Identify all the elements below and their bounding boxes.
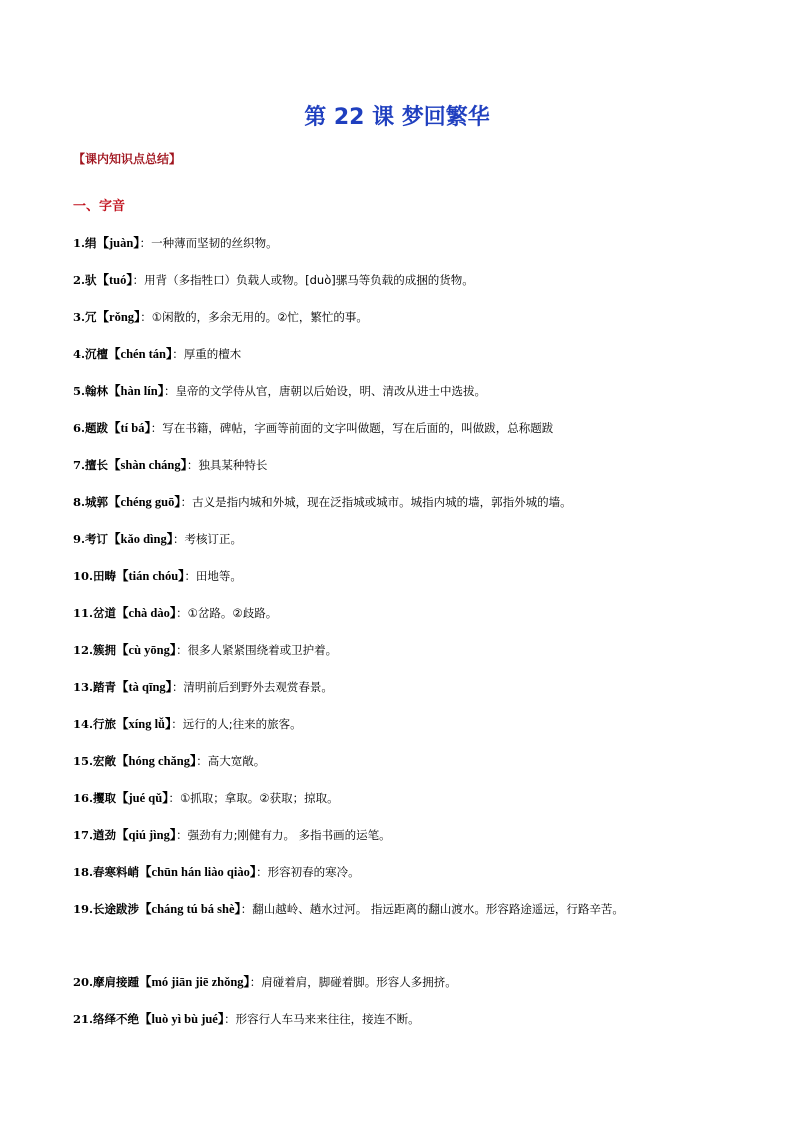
vocab-entry [73, 714, 753, 751]
entry-definition: ：皇帝的文学侍从官，唐朝以后始设，明、清改从进士中选拔。 [163, 384, 486, 398]
entry-definition: ：一种薄而坚韧的丝织物。 [139, 236, 278, 250]
vocabulary-list [73, 233, 753, 1046]
entry-pinyin: 【jué qǔ】 [116, 791, 169, 805]
entry-pinyin: 【juàn】 [96, 236, 140, 250]
entry-pinyin: 【luò yì bù jué】 [139, 1012, 225, 1026]
vocab-entry [73, 862, 753, 899]
entry-pinyin: 【chūn hán liào qiào】 [139, 865, 257, 879]
entry-pinyin: 【chéng guō】 [108, 495, 181, 509]
vocab-entry [73, 381, 753, 418]
entry-word: 17.遒劲 [73, 828, 117, 842]
entry-word: 9.考订 [73, 532, 109, 546]
entry-definition: ：①闲散的，多余无用的。②忙，繁忙的事。 [140, 310, 368, 324]
entry-word: 6.题跋 [73, 421, 109, 435]
entry-pinyin: 【xíng lǚ】 [116, 717, 172, 731]
entry-pinyin: 【tí bá】 [108, 421, 151, 435]
section-heading: 一、字音 [73, 199, 126, 214]
entry-definition: ：很多人紧紧围绕着或卫护着。 [176, 643, 338, 657]
entry-word: 1.绢 [73, 236, 97, 250]
entry-word: 13.踏青 [73, 680, 117, 694]
entry-word: 8.城郭 [73, 495, 109, 509]
entry-definition: ：高大宽敞。 [196, 754, 266, 768]
vocab-entry [73, 344, 753, 381]
vocab-entry [73, 603, 753, 640]
entry-pinyin: 【tián chóu】 [116, 569, 185, 583]
entry-pinyin: 【rǒng】 [96, 310, 141, 324]
entry-word: 7.擅长 [73, 458, 109, 472]
vocab-entry [73, 972, 753, 1009]
entry-word: 12.簇拥 [73, 643, 117, 657]
entry-pinyin: 【tà qīng】 [116, 680, 172, 694]
entry-pinyin: 【chén tán】 [108, 347, 173, 361]
vocab-entry [73, 899, 753, 972]
vocab-entry [73, 825, 753, 862]
entry-pinyin: 【cù yōng】 [116, 643, 177, 657]
entry-definition: ：古义是指内城和外城，现在泛指城或城市。城指内城的墙，郭指外城的墙。 [180, 495, 572, 509]
entry-definition: ：翻山越岭、趟水过河。 指远距离的翻山渡水。形容路途遥远，行路辛苦。 [240, 902, 624, 916]
entry-word: 20.摩肩接踵 [73, 975, 140, 989]
entry-word: 10.田畴 [73, 569, 117, 583]
entry-word: 2.驮 [73, 273, 97, 287]
vocab-entry [73, 270, 753, 307]
entry-word: 11.岔道 [73, 606, 117, 620]
entry-definition: ：独具某种特长 [186, 458, 268, 472]
section-label: 【课内知识点总结】 [73, 152, 182, 166]
vocab-entry [73, 566, 753, 603]
vocab-entry [73, 788, 753, 825]
entry-definition: ：形容行人车马来来往往，接连不断。 [224, 1012, 420, 1026]
entry-pinyin: 【hàn lín】 [108, 384, 164, 398]
entry-word: 15.宏敞 [73, 754, 117, 768]
vocab-entry [73, 455, 753, 492]
entry-definition: ：考核订正。 [172, 532, 242, 546]
vocab-entry [73, 307, 753, 344]
entry-definition: ：写在书籍，碑帖，字画等前面的文字叫做题，写在后面的，叫做跋，总称题跋 [150, 421, 554, 435]
entry-word: 21.络绎不绝 [73, 1012, 140, 1026]
entry-definition: ：用背（多指牲口）负载人或物。[duò]骡马等负载的成捆的货物。 [132, 273, 474, 287]
vocab-entry [73, 751, 753, 788]
entry-definition: ：肩碰着肩，脚碰着脚。形容人多拥挤。 [249, 975, 457, 989]
vocab-entry [73, 233, 753, 270]
vocab-entry [73, 677, 753, 714]
entry-pinyin: 【hóng chǎng】 [116, 754, 197, 768]
vocab-entry [73, 418, 753, 455]
entry-word: 19.长途跋涉 [73, 902, 140, 916]
vocab-entry [73, 1009, 753, 1046]
vocab-entry [73, 492, 753, 529]
entry-definition: ：①岔路。②歧路。 [176, 606, 278, 620]
entry-definition: ：形容初春的寒冷。 [256, 865, 360, 879]
entry-definition: ：①抓取；拿取。②获取；掠取。 [168, 791, 339, 805]
entry-definition: ：清明前后到野外去观赏春景。 [171, 680, 333, 694]
entry-word: 16.攫取 [73, 791, 117, 805]
entry-definition: ：田地等。 [184, 569, 242, 583]
entry-word: 18.春寒料峭 [73, 865, 140, 879]
entry-word: 5.翰林 [73, 384, 109, 398]
entry-pinyin: 【tuó】 [96, 273, 133, 287]
entry-pinyin: 【kǎo dìng】 [108, 532, 173, 546]
entry-word: 14.行旅 [73, 717, 117, 731]
vocab-entry [73, 640, 753, 677]
entry-pinyin: 【qiú jìng】 [116, 828, 177, 842]
entry-definition: ：远行的人;往来的旅客。 [171, 717, 302, 731]
entry-word: 4.沉檀 [73, 347, 109, 361]
lesson-title: 第 22 课 梦回繁华 [304, 105, 490, 130]
entry-pinyin: 【shàn cháng】 [108, 458, 187, 472]
entry-word: 3.冗 [73, 310, 97, 324]
entry-definition: ：厚重的檀木 [172, 347, 242, 361]
entry-definition: ：强劲有力;刚健有力。 多指书画的运笔。 [176, 828, 391, 842]
vocab-entry [73, 529, 753, 566]
entry-pinyin: 【chà dào】 [116, 606, 177, 620]
entry-pinyin: 【cháng tú bá shè】 [139, 902, 241, 916]
entry-pinyin: 【mó jiān jiē zhǒng】 [139, 975, 250, 989]
